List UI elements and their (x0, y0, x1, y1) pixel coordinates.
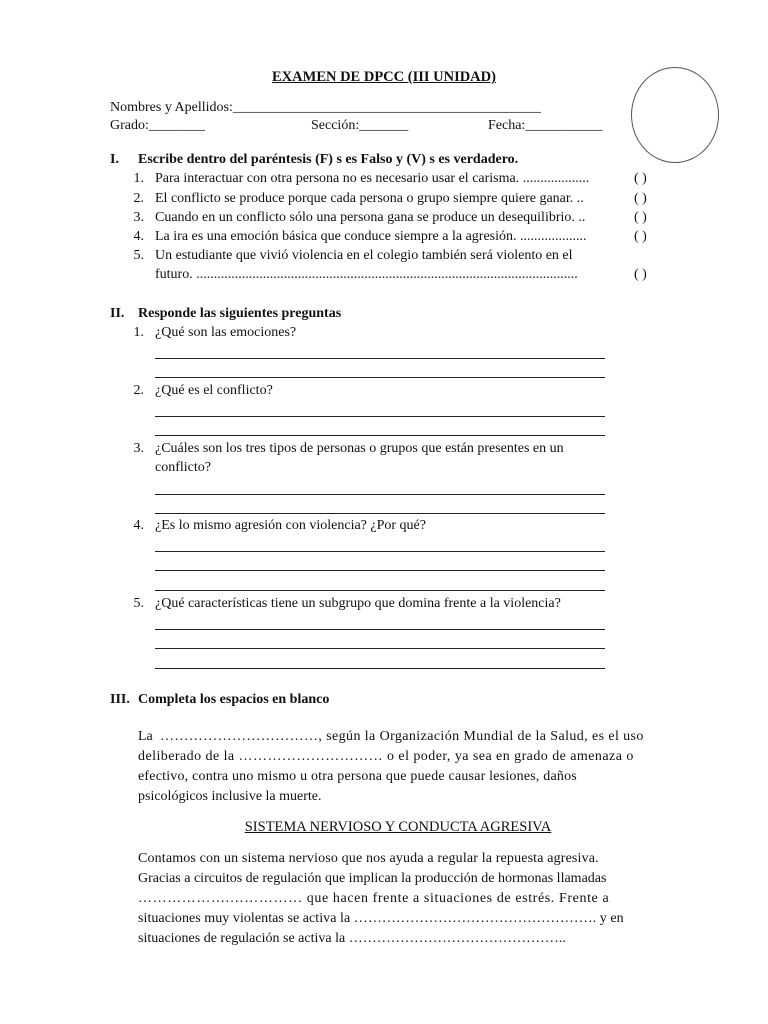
tf-answer-box[interactable]: ( ) (634, 229, 647, 244)
fill-blank-line[interactable]: ……………….…………… que hacen frente a situaciones de estrés. Frente a (138, 891, 610, 906)
photo-circle (631, 67, 719, 163)
answer-line[interactable] (155, 630, 605, 650)
tf-statement: El conflicto se produce porque cada persona o grupo siempre quiere ganar. .. (155, 191, 584, 206)
answer-line[interactable] (155, 397, 605, 417)
fill-blank-line[interactable]: ……………………………, según la Organización Mundial de la Salud, es el uso (160, 729, 644, 744)
fill-blank-line[interactable]: situaciones de regulación se activa la ……………………………………….. (138, 931, 566, 946)
tf-statement: Un estudiante que vivió violencia en el colegio también será violento en el (155, 248, 573, 263)
section1-heading: Escribe dentro del paréntesis (F) s es Falso y (V) s es verdadero. (138, 152, 519, 167)
answer-lines[interactable] (155, 475, 605, 514)
answer-line[interactable] (155, 532, 605, 552)
answer-lines[interactable] (155, 532, 605, 591)
tf-statement-cont: futuro. ............................................................................................................. (155, 267, 578, 282)
section3-heading: Completa los espacios en blanco (138, 692, 330, 707)
answer-line[interactable] (155, 610, 605, 630)
answer-line[interactable] (155, 571, 605, 591)
item-number: 5. (133, 248, 144, 263)
fill-text: La (138, 729, 153, 744)
seccion-field[interactable]: Sección:_______ (311, 118, 409, 133)
tf-answer-box[interactable]: ( ) (634, 191, 647, 206)
section1-roman: I. (110, 152, 119, 167)
answer-line[interactable] (155, 649, 605, 669)
section2-heading: Responde las siguientes preguntas (138, 306, 342, 321)
answer-line[interactable] (155, 359, 605, 379)
tf-statement: La ira es una emoción básica que conduce siempre a la agresión. ................... (155, 229, 587, 244)
answer-lines[interactable] (155, 610, 605, 669)
question-text: ¿Cuáles son los tres tipos de personas o grupos que están presentes en un (155, 441, 564, 456)
subsection-title: SISTEMA NERVIOSO Y CONDUCTA AGRESIVA (244, 819, 552, 835)
answer-line[interactable] (155, 552, 605, 572)
question-text: ¿Qué características tiene un subgrupo que domina frente a la violencia? (155, 596, 561, 611)
fill-text: psicológicos inclusive la muerte. (138, 789, 322, 804)
question-number: 4. (133, 518, 144, 533)
answer-line[interactable] (155, 339, 605, 359)
item-number: 4. (133, 229, 144, 244)
section3-roman: III. (110, 692, 130, 707)
fill-blank-line[interactable]: deliberado de la ………………………… o el poder, ya sea en grado de amenaza o (138, 749, 634, 764)
section2-roman: II. (110, 306, 125, 321)
nombres-field[interactable]: Nombres y Apellidos:____________________________________________ (110, 100, 541, 115)
item-number: 3. (133, 210, 144, 225)
answer-lines[interactable] (155, 339, 605, 378)
exam-title: EXAMEN DE DPCC (III UNIDAD) (272, 69, 496, 85)
question-number: 5. (133, 596, 144, 611)
item-number: 2. (133, 191, 144, 206)
grado-field[interactable]: Grado:________ (110, 118, 205, 133)
answer-line[interactable] (155, 417, 605, 437)
fecha-field[interactable]: Fecha:___________ (488, 118, 603, 133)
answer-line[interactable] (155, 495, 605, 515)
item-number: 1. (133, 171, 144, 186)
paragraph-line: Gracias a circuitos de regulación que implican la producción de hormonas llamadas (138, 871, 607, 886)
tf-answer-box[interactable]: ( ) (634, 267, 647, 282)
fill-blank-line[interactable]: situaciones muy violentas se activa la ……………………………………………. y en (138, 911, 624, 926)
answer-lines[interactable] (155, 397, 605, 436)
tf-statement: Para interactuar con otra persona no es necesario usar el carisma. ................... (155, 171, 590, 186)
answer-line[interactable] (155, 475, 605, 495)
question-number: 3. (133, 441, 144, 456)
tf-answer-box[interactable]: ( ) (634, 210, 647, 225)
question-number: 1. (133, 325, 144, 340)
question-text: ¿Qué es el conflicto? (155, 383, 273, 398)
question-text-cont: conflicto? (155, 460, 211, 475)
question-text: ¿Es lo mismo agresión con violencia? ¿Por qué? (155, 518, 426, 533)
paragraph-line: Contamos con un sistema nervioso que nos ayuda a regular la repuesta agresiva. (138, 851, 599, 866)
question-number: 2. (133, 383, 144, 398)
tf-answer-box[interactable]: ( ) (634, 171, 647, 186)
tf-statement: Cuando en un conflicto sólo una persona gana se produce un desequilibrio. .. (155, 210, 586, 225)
fill-text: efectivo, contra uno mismo u otra persona que puede causar lesiones, daños (138, 769, 577, 784)
question-text: ¿Qué son las emociones? (155, 325, 297, 340)
